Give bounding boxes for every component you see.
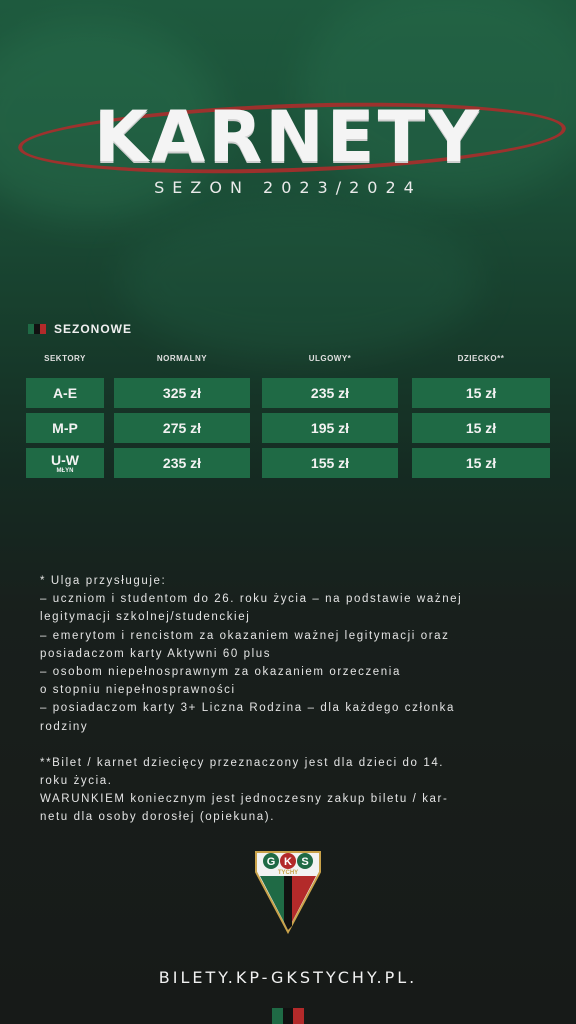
section-title: SEZONOWE	[54, 322, 133, 336]
table-row	[26, 448, 550, 478]
note-line: **Bilet / karnet dziecięcy przeznaczony jest dla dzieci do 14.	[40, 756, 445, 769]
reduced-price-cell: 195 zł	[262, 413, 398, 443]
note-line: * Ulga przysługuje:	[40, 575, 167, 587]
table-header	[26, 354, 550, 363]
header-child: DZIECKO**	[457, 354, 505, 363]
header-sectors: SEKTORY	[44, 354, 86, 363]
sector-cell: M-P	[26, 413, 104, 443]
header-normal: NORMALNY	[156, 354, 208, 363]
sector-cell: U-W MŁYN	[26, 448, 104, 478]
tickets-url-link[interactable]: BILETY.KP-GKSTYCHY.PL.	[158, 968, 418, 987]
crest-letter-s: S	[301, 856, 309, 868]
crest-letter-k: K	[284, 856, 292, 868]
note-line: – osobom niepełnosprawnym za okazaniem orzeczenia	[40, 666, 401, 679]
crest-city: TYCHY	[277, 870, 299, 876]
club-crest-logo	[254, 850, 322, 934]
reduced-price-cell: 235 zł	[262, 378, 398, 408]
header-reduced: ULGOWY*	[308, 354, 352, 363]
note-line: – emerytom i rencistom za okazaniem ważnej legitymacji oraz	[40, 629, 450, 642]
note-line: roku życia.	[40, 775, 113, 788]
bottom-flag-icon	[272, 1008, 304, 1024]
note-line: o stopniu niepełnosprawności	[40, 684, 236, 697]
table-row	[26, 378, 550, 408]
note-line: netu dla osoby dorosłej (opiekuna).	[40, 811, 276, 824]
crest-letter-g: G	[266, 856, 276, 868]
note-line: WARUNKIEM koniecznym jest jednoczesny zakup biletu / kar-	[40, 793, 449, 806]
note-line: rodziny	[40, 720, 89, 733]
note-line: – uczniom i studentom do 26. roku życia – na podstawie ważnej	[40, 593, 463, 606]
normal-price-cell: 235 zł	[114, 448, 250, 478]
child-price-cell: 15 zł	[412, 413, 550, 443]
page-title: KARNETY	[93, 96, 483, 178]
note-line: posiadaczom karty Aktywni 60 plus	[40, 647, 272, 660]
section-header	[28, 322, 132, 336]
table-row	[26, 413, 550, 443]
note-spacer	[40, 736, 550, 754]
flag-icon	[28, 324, 46, 334]
child-price-cell: 15 zł	[412, 448, 550, 478]
note-line: – posiadaczom karty 3+ Liczna Rodzina – dla każdego członka	[40, 702, 455, 715]
reduced-price-cell: 155 zł	[262, 448, 398, 478]
normal-price-cell: 275 zł	[114, 413, 250, 443]
discount-notes	[40, 572, 550, 827]
normal-price-cell: 325 zł	[114, 378, 250, 408]
child-price-cell: 15 zł	[412, 378, 550, 408]
price-table	[26, 354, 550, 478]
sector-cell: A-E	[26, 378, 104, 408]
season-subtitle: SEZON 2023/2024	[154, 178, 422, 197]
note-line: legitymacji szkolnej/studenckiej	[40, 611, 251, 624]
sector-sublabel: MŁYN	[56, 467, 74, 474]
